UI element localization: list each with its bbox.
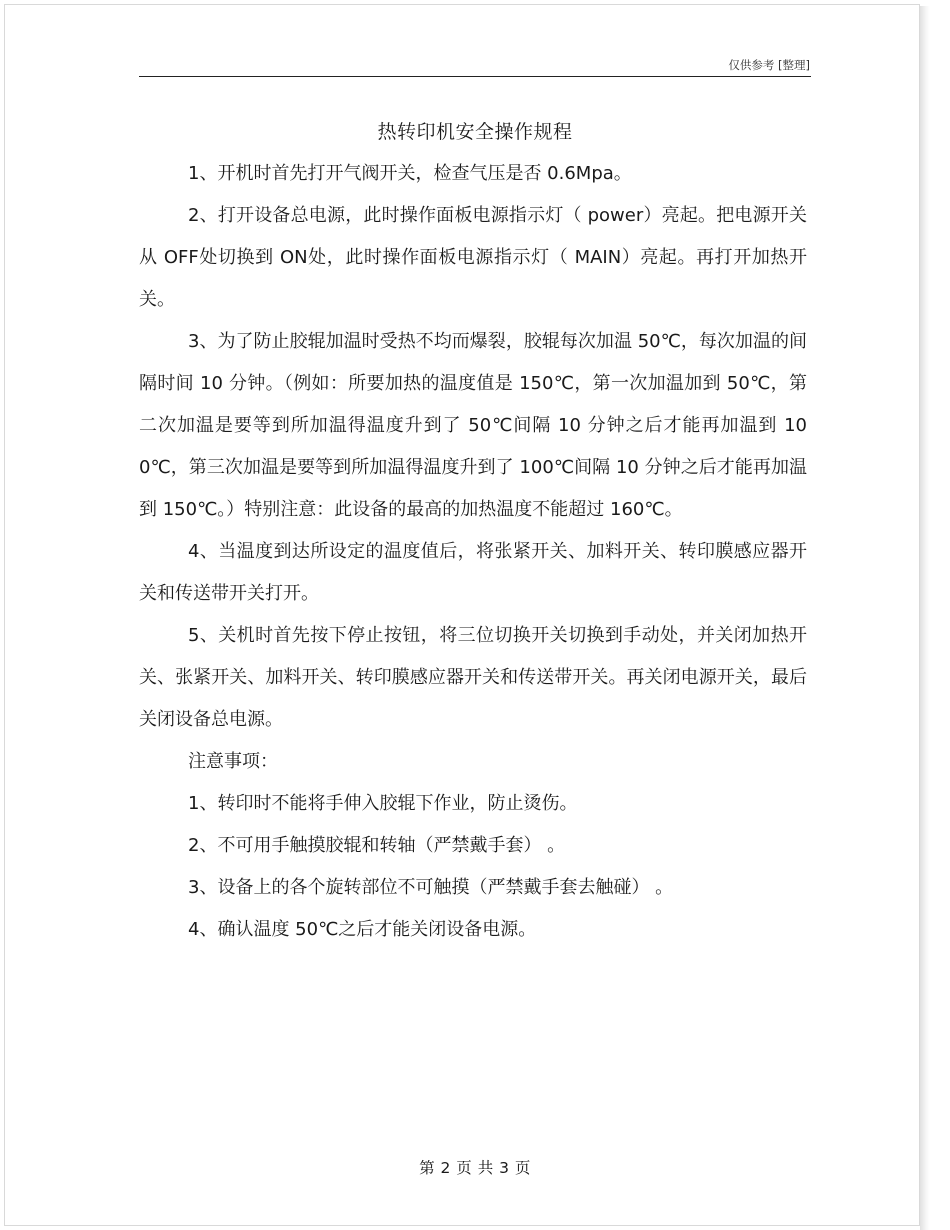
document-title: 热转印机安全操作规程 [377, 121, 573, 143]
header-note: 仅供参考 [整理] [728, 58, 810, 72]
header-rule [139, 76, 811, 77]
step-3: 3、为了防止胶辊加温时受热不均而爆裂，胶辊每次加温 50℃，每次加温的间隔时间 10 分钟。（例如：所要加热的温度值是 150℃，第一次加温加到 50℃，第二次加温是要等到所加温得温度升到了 50℃间隔 10 分钟之后才能再加温到 100℃，第三次加温是要等到所加温得温度升到了 100℃间隔 10 分钟之后才能再加温到 150℃。）特别注意：此设备的最高的加热温度不能超过 160℃。 [139, 331, 807, 520]
step-5: 5、关机时首先按下停止按钮，将三位切换开关切换到手动处，并关闭加热开关、张紧开关、加料开关、转印膜感应器开关和传送带开关。再关闭电源开关，最后关闭设备总电源。 [139, 625, 807, 730]
note-4: 4、确认温度 50℃之后才能关闭设备电源。 [188, 919, 537, 940]
page-number: 第 2 页 共 3 页 [419, 1159, 531, 1177]
page-shadow [920, 6, 930, 1230]
notes-heading: 注意事项： [188, 751, 278, 772]
note-3: 3、设备上的各个旋转部位不可触摸（严禁戴手套去触碰） 。 [188, 877, 674, 898]
note-2: 2、不可用手触摸胶辊和转轴（严禁戴手套） 。 [188, 835, 566, 856]
note-1: 1、转印时不能将手伸入胶辊下作业，防止烫伤。 [188, 793, 578, 814]
step-4: 4、当温度到达所设定的温度值后，将张紧开关、加料开关、转印膜感应器开关和传送带开关打开。 [139, 541, 807, 604]
step-2: 2、打开设备总电源，此时操作面板电源指示灯（ power）亮起。把电源开关从 OFF处切换到 ON处，此时操作面板电源指示灯（ MAIN）亮起。再打开加热开关。 [139, 205, 807, 310]
document-body [139, 153, 807, 951]
step-1: 1、开机时首先打开气阀开关，检查气压是否 0.6Mpa。 [188, 163, 632, 184]
